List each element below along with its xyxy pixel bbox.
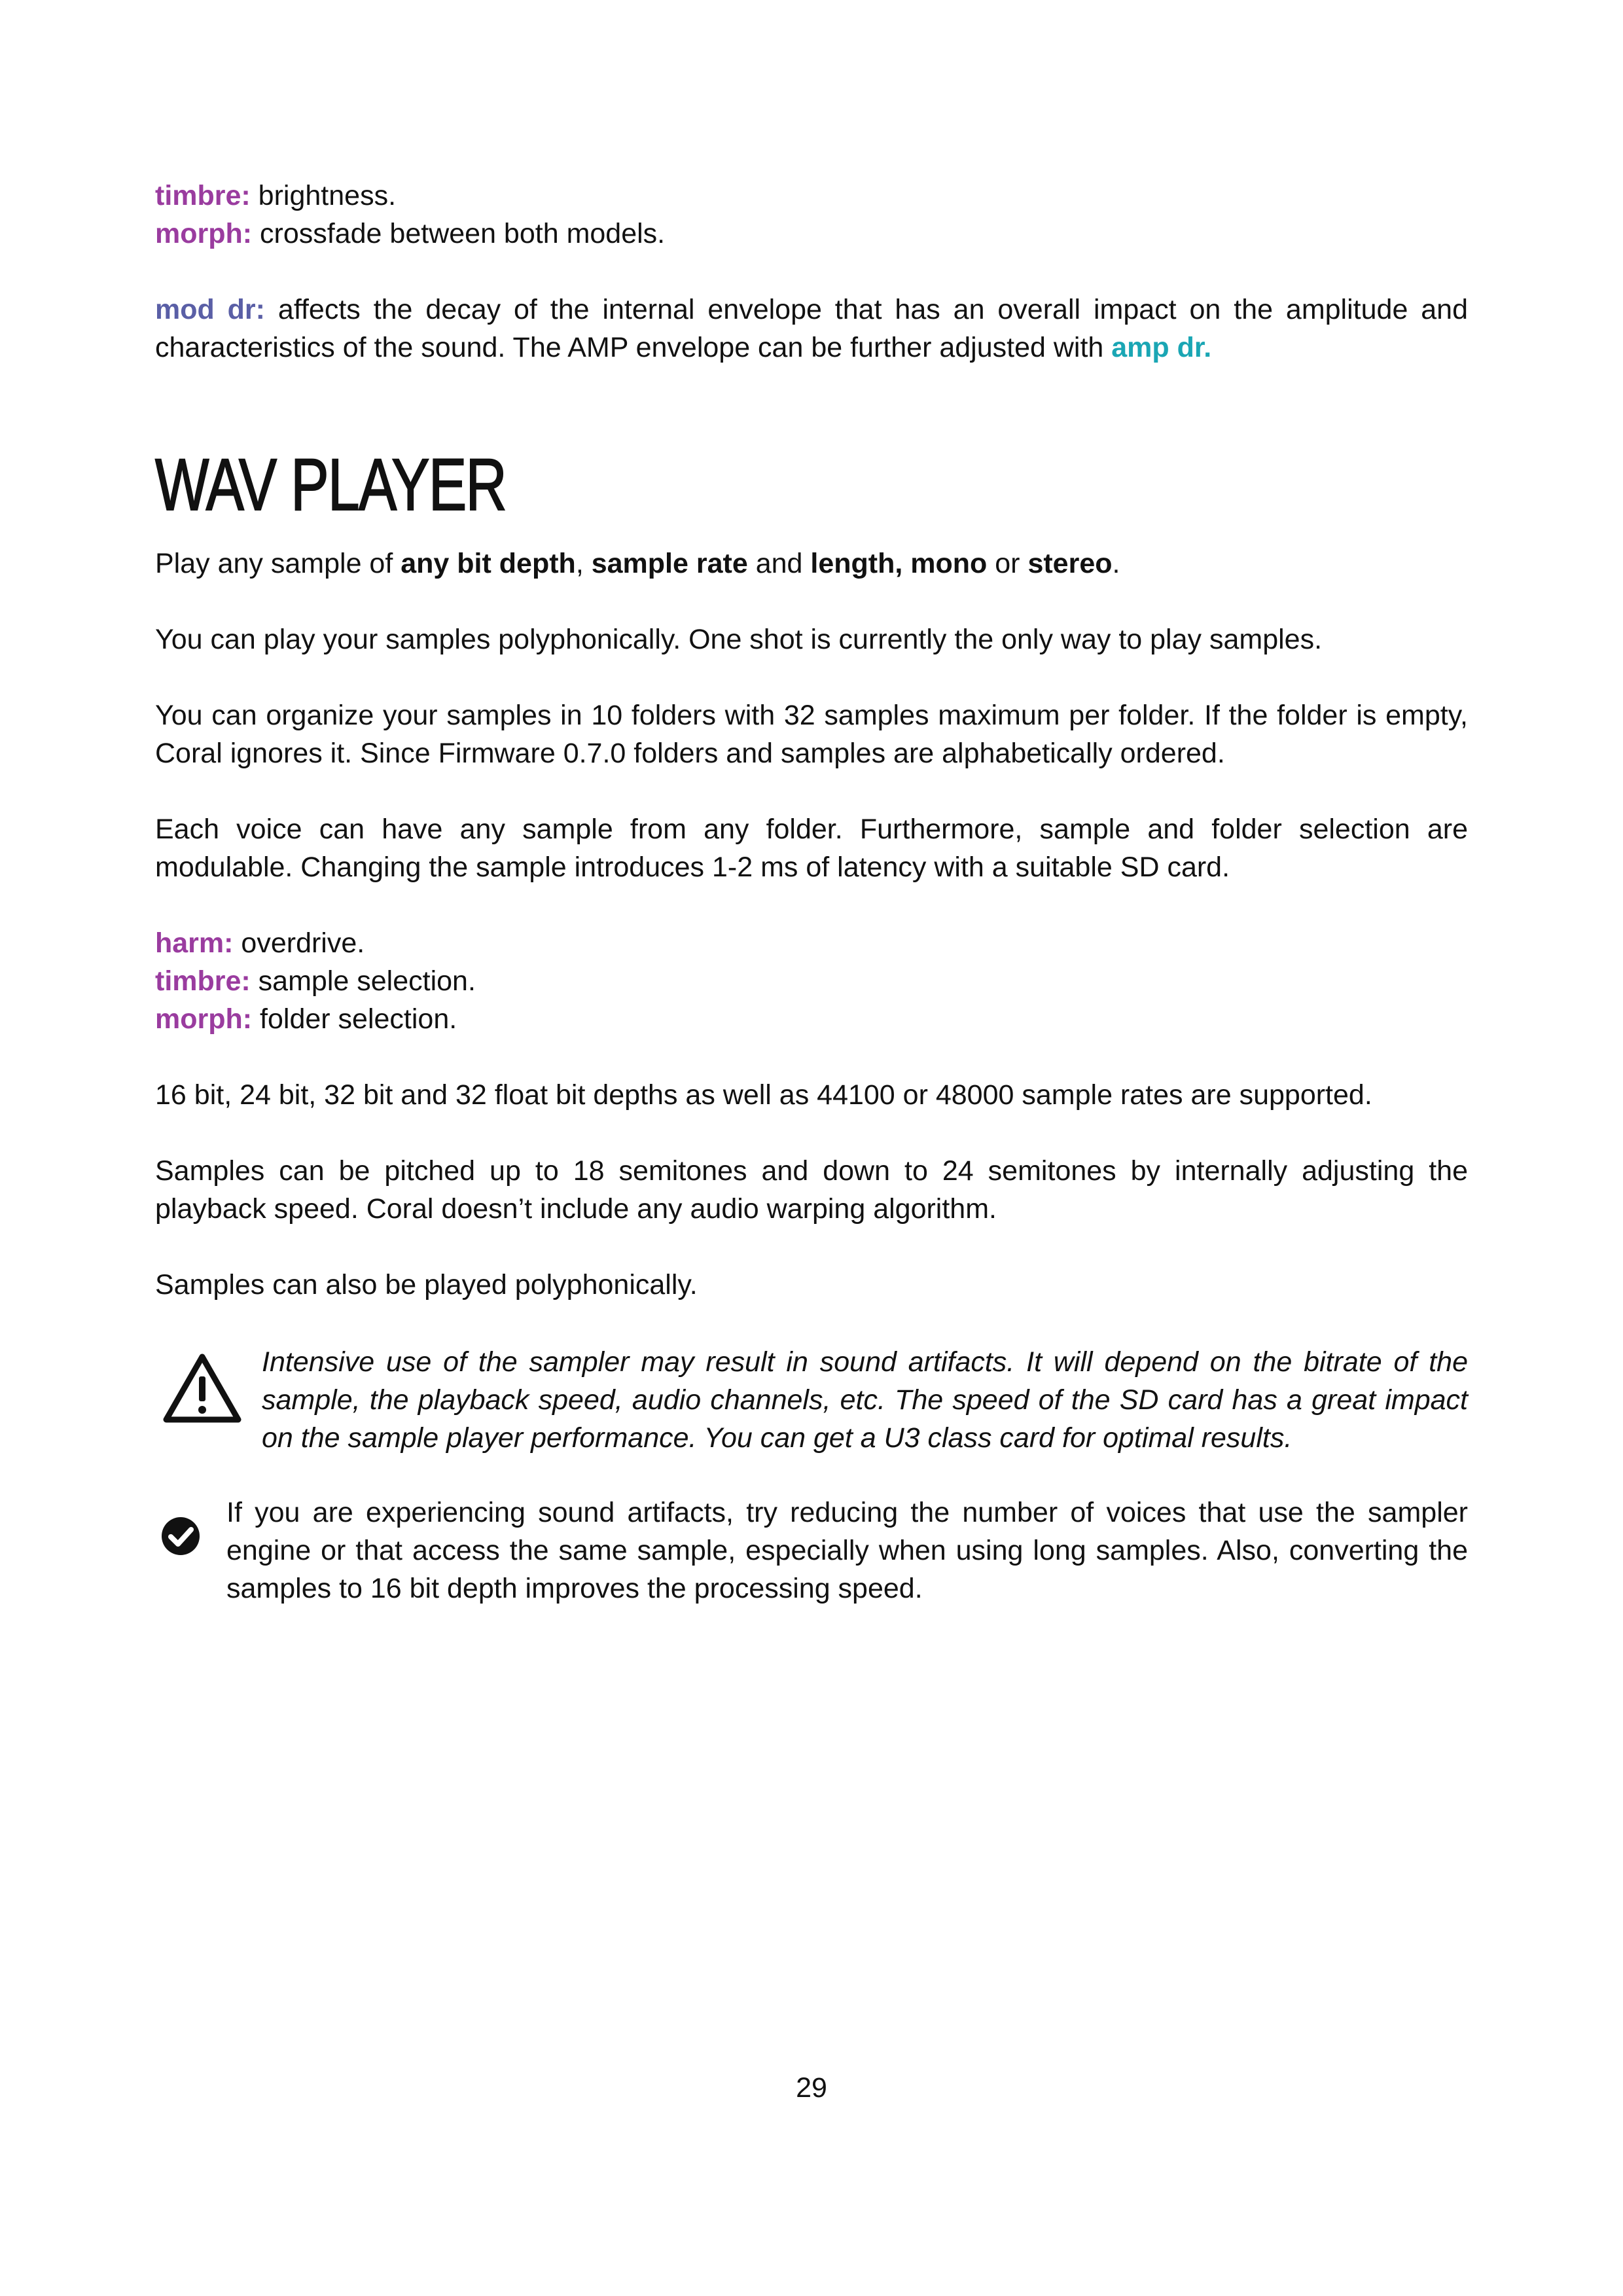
check-circle-icon <box>161 1516 200 1556</box>
timbre-line <box>155 962 1468 1000</box>
play-paragraph: Play any sample of any bit depth, sample rate and length, mono or stereo. <box>155 548 1120 579</box>
tip-text: If you are experiencing sound artifacts, try reducing the number of voices that use the sampler engine or that access the same sample, especially when using long samples. Also, converting the samples to 16 bit depth improves the processing speed. <box>226 1497 1468 1604</box>
param-desc: sample selection. <box>250 965 476 997</box>
param-desc: overdrive. <box>233 927 365 959</box>
warning-text: Intensive use of the sampler may result in sound artifacts. It will depend on the bitrate of the sample, the playback speed, audio channels, etc. The speed of the SD card has a great impact on the sample player performance. You can get a U3 class card for optimal results. <box>262 1346 1468 1454</box>
param-desc: folder selection. <box>252 1003 457 1035</box>
bits-paragraph: 16 bit, 24 bit, 32 bit and 32 float bit depths as well as 44100 or 48000 sample rates are supported. <box>155 1079 1372 1111</box>
warning-triangle-icon <box>161 1352 243 1425</box>
bold-term: stereo <box>1027 548 1113 579</box>
section-title: WAV PLAYER <box>155 444 507 526</box>
amp-dr-label: amp dr. <box>1111 332 1212 363</box>
param-label: timbre: <box>155 180 251 211</box>
pitch-paragraph: Samples can be pitched up to 18 semitones and down to 24 semitones by internally adjusting the playback speed. Coral doesn’t include any audio warping algorithm. <box>155 1155 1468 1225</box>
param-desc: brightness. <box>250 180 397 211</box>
bold-term: length, mono <box>810 548 988 579</box>
wav-params <box>155 924 1468 1038</box>
param-label: morph: <box>155 218 253 249</box>
poly-paragraph: You can play your samples polyphonically. One shot is currently the only way to play samples. <box>155 624 1323 655</box>
harm-line <box>155 924 1468 962</box>
intro-params <box>155 177 1468 253</box>
param-label: morph: <box>155 1003 253 1035</box>
page-number: 29 <box>796 2072 827 2104</box>
voice-paragraph: Each voice can have any sample from any folder. Furthermore, sample and folder selection are modulable. Changing the sample introduces 1-2 ms of latency with a suitable SD card. <box>155 814 1468 883</box>
poly2-paragraph: Samples can also be played polyphonically. <box>155 1269 698 1300</box>
param-desc: crossfade between both models. <box>252 218 666 249</box>
param-label: harm: <box>155 927 234 959</box>
bold-term: sample rate <box>591 548 748 579</box>
morph-line <box>155 1000 1468 1038</box>
intro-timbre-line <box>155 177 1468 215</box>
moddr-paragraph <box>155 291 1468 367</box>
param-desc: affects the decay of the internal envelope that has an overall impact on the amplitude and characteristics of the sound. The AMP envelope can be further adjusted with <box>155 294 1468 363</box>
bold-term: any bit depth <box>401 548 576 579</box>
intro-morph-line <box>155 215 1468 253</box>
param-label: mod dr: <box>155 294 265 325</box>
folders-paragraph: You can organize your samples in 10 folders with 32 samples maximum per folder. If the folder is empty, Coral ignores it. Since Firmware 0.7.0 folders and samples are alphabetically ordered. <box>155 700 1468 769</box>
param-label: timbre: <box>155 965 251 997</box>
